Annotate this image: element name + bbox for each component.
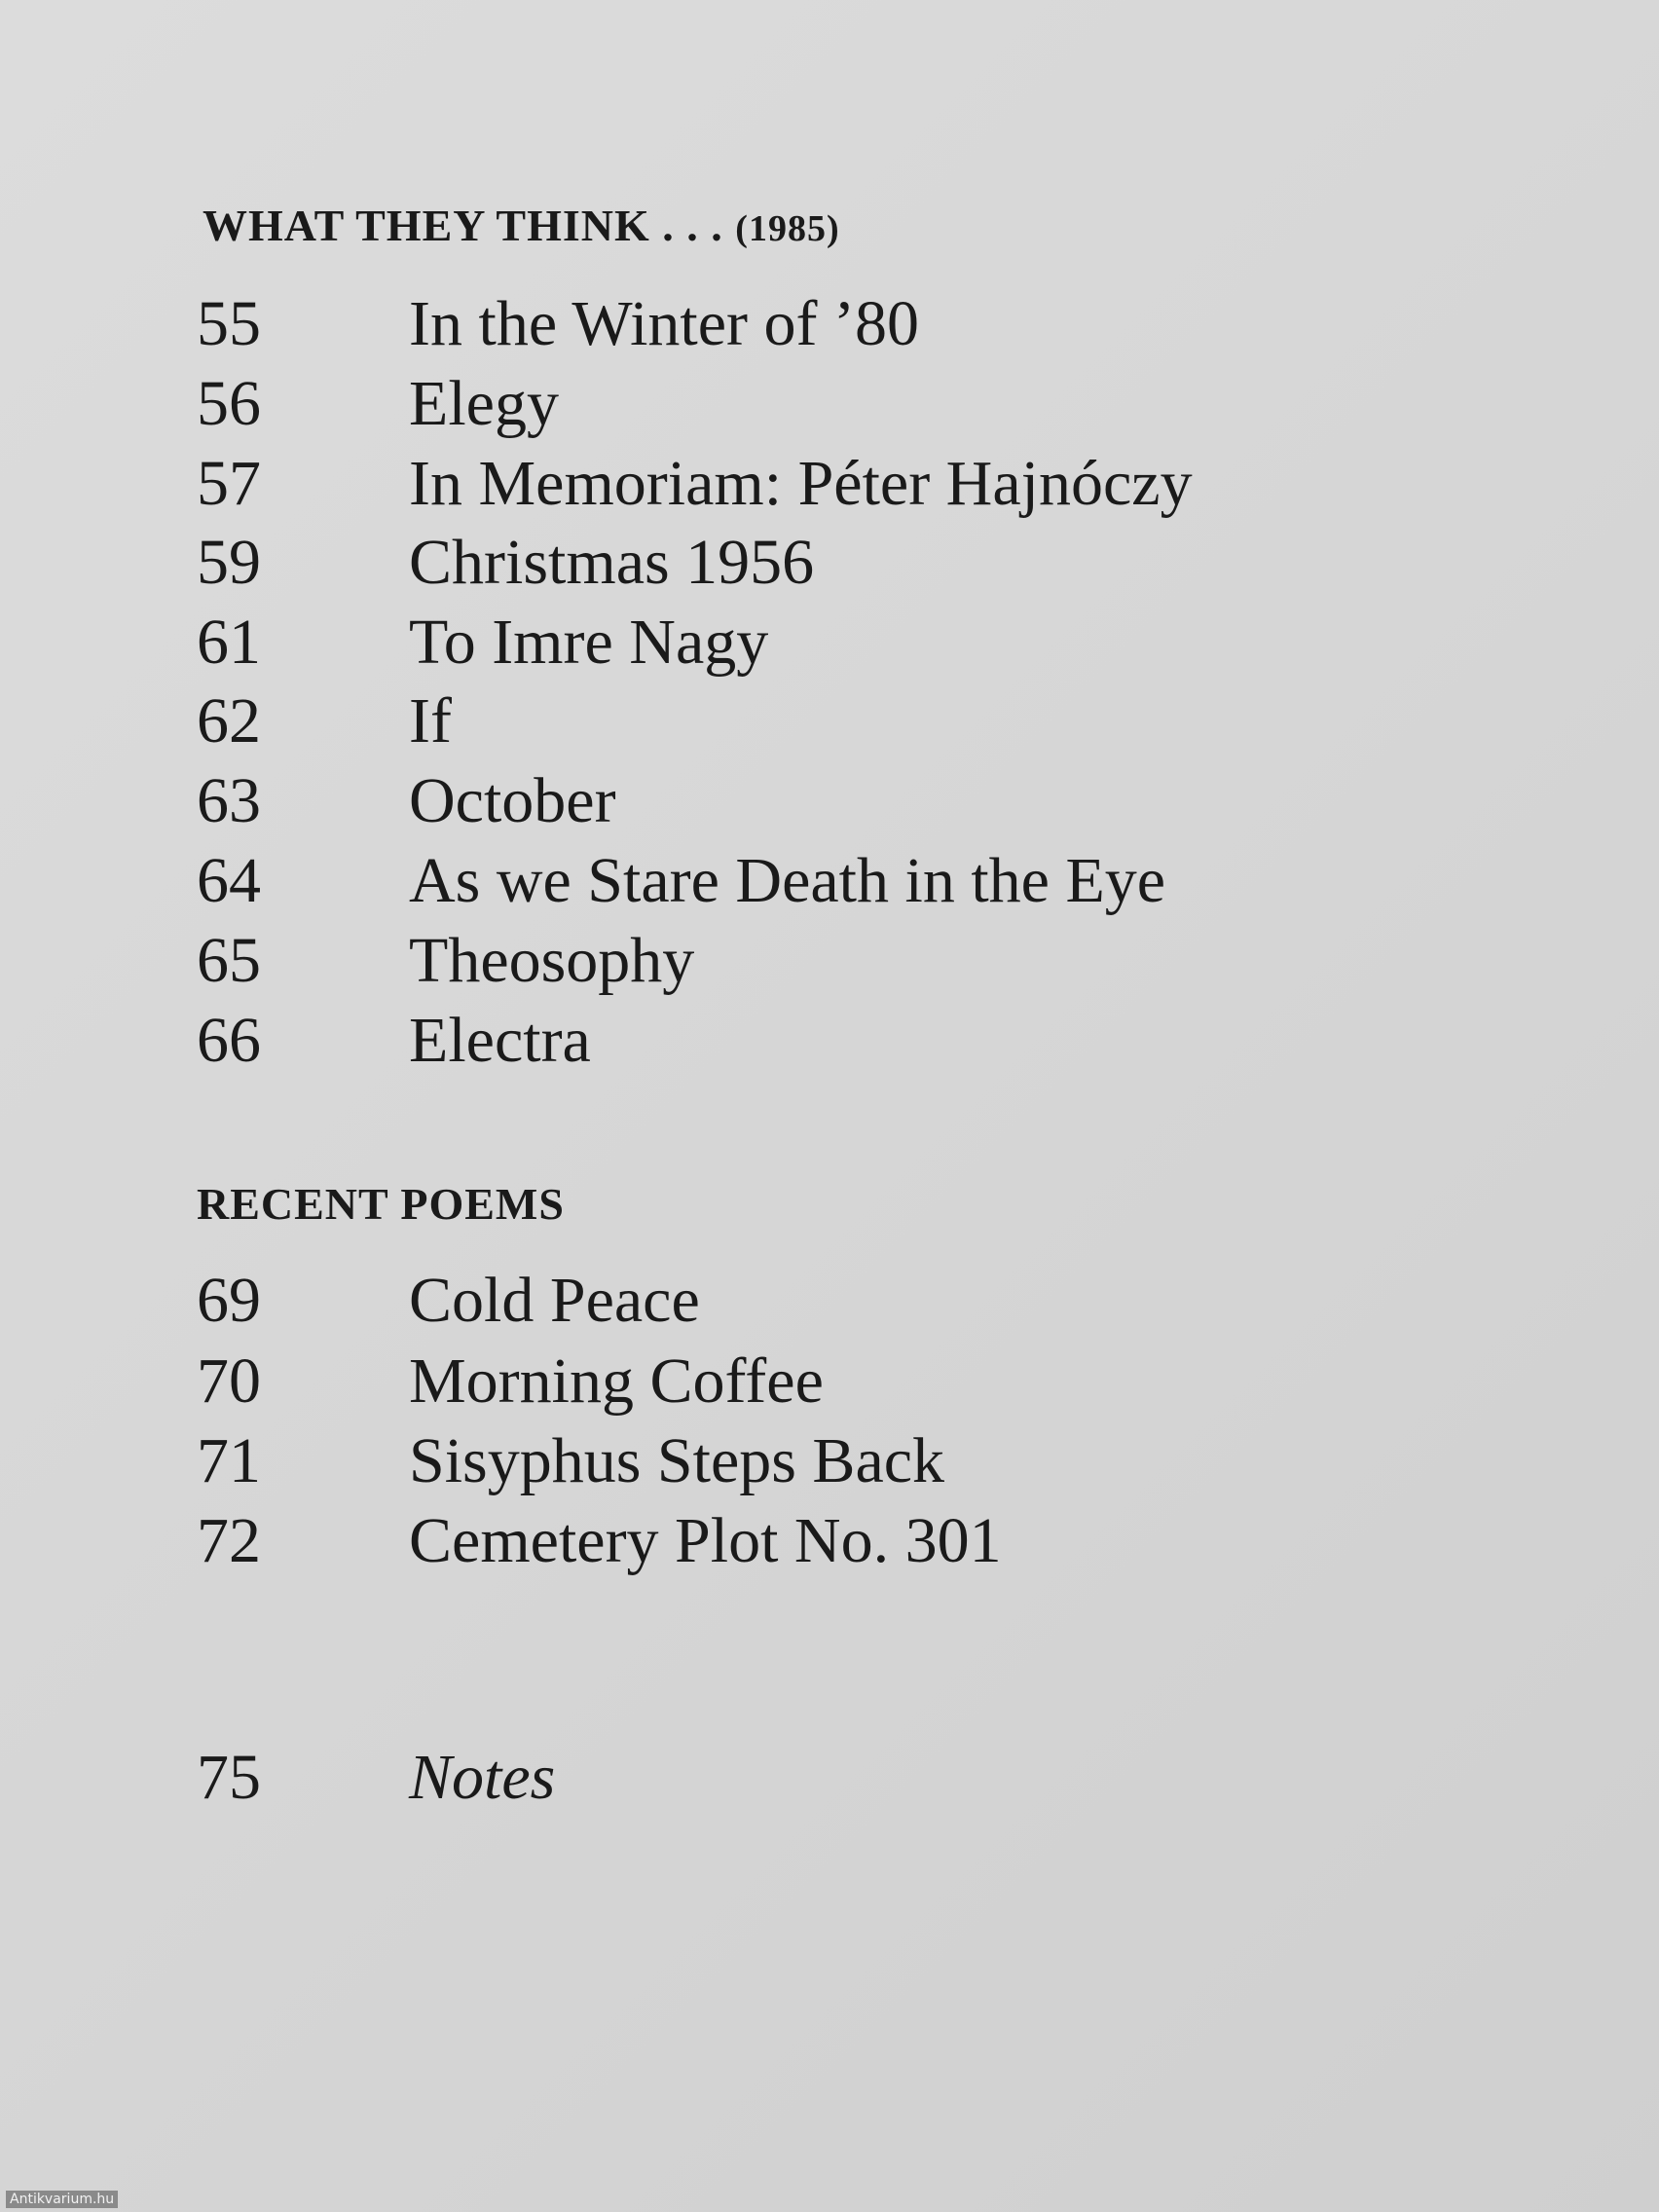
toc-entry bbox=[0, 523, 1659, 603]
toc-entry bbox=[0, 1342, 1659, 1421]
toc-entry bbox=[0, 1421, 1659, 1501]
toc-page-number: 63 bbox=[197, 765, 261, 836]
toc-title: To Imre Nagy bbox=[409, 607, 769, 678]
toc-page-number: 59 bbox=[197, 527, 261, 598]
toc-page-number: 57 bbox=[197, 448, 261, 519]
section-heading-text: WHAT THEY THINK . . . bbox=[203, 201, 723, 250]
toc-entry bbox=[0, 1001, 1659, 1081]
toc-title: Elegy bbox=[409, 368, 559, 439]
toc-page-number: 65 bbox=[197, 925, 261, 996]
toc-entry bbox=[0, 284, 1659, 364]
toc-page-number: 69 bbox=[197, 1265, 261, 1336]
toc-page-number: 64 bbox=[197, 845, 261, 916]
toc-entry bbox=[0, 682, 1659, 761]
toc-title: As we Stare Death in the Eye bbox=[409, 845, 1166, 916]
toc-entry bbox=[0, 841, 1659, 921]
toc-page-number: 71 bbox=[197, 1425, 261, 1496]
toc-title: In Memoriam: Péter Hajnóczy bbox=[409, 448, 1193, 519]
section-heading-recent-poems bbox=[197, 1178, 565, 1230]
toc-page-number: 55 bbox=[197, 288, 261, 359]
toc-page-number: 66 bbox=[197, 1005, 261, 1076]
toc-title: In the Winter of ’80 bbox=[409, 288, 919, 359]
toc-entry bbox=[0, 364, 1659, 444]
toc-page-number: 56 bbox=[197, 368, 261, 439]
toc-title: Cemetery Plot No. 301 bbox=[409, 1505, 1002, 1576]
toc-page-number: 72 bbox=[197, 1505, 261, 1576]
section-heading-text: RECENT POEMS bbox=[197, 1179, 565, 1229]
toc-title: Christmas 1956 bbox=[409, 527, 815, 598]
toc-entry bbox=[0, 603, 1659, 682]
toc-title: Morning Coffee bbox=[409, 1346, 824, 1417]
toc-title: If bbox=[409, 685, 452, 756]
source-watermark: Antikvarium.hu bbox=[6, 2191, 118, 2208]
section-heading-year: (1985) bbox=[735, 208, 840, 249]
toc-title: Cold Peace bbox=[409, 1265, 700, 1336]
toc-title: October bbox=[409, 765, 616, 836]
toc-entry bbox=[0, 1501, 1659, 1581]
toc-entry bbox=[0, 444, 1659, 524]
toc-title: Theosophy bbox=[409, 925, 695, 996]
toc-page-number: 75 bbox=[197, 1742, 261, 1813]
toc-page-number: 70 bbox=[197, 1346, 261, 1417]
toc-title: Electra bbox=[409, 1005, 591, 1076]
toc-entry bbox=[0, 921, 1659, 1001]
toc-title: Notes bbox=[409, 1742, 556, 1813]
toc-entry bbox=[0, 761, 1659, 841]
toc-page-number: 61 bbox=[197, 607, 261, 678]
toc-page-number: 62 bbox=[197, 685, 261, 756]
section-heading-what-they-think bbox=[203, 200, 840, 251]
toc-title: Sisyphus Steps Back bbox=[409, 1425, 945, 1496]
toc-entry bbox=[0, 1261, 1659, 1341]
toc-entry-notes bbox=[0, 1738, 1659, 1818]
